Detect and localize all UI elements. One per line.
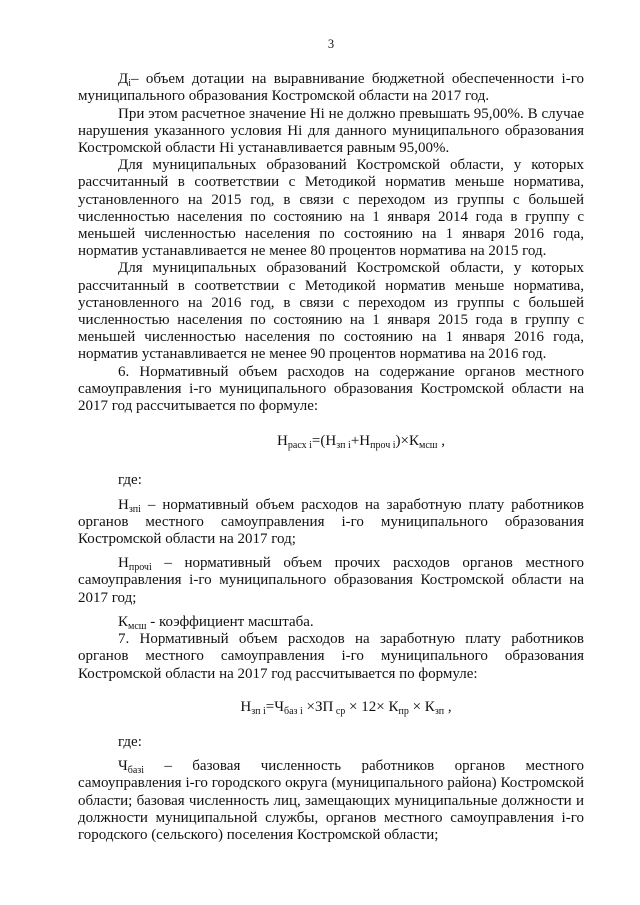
definition-kmsh: $К_{мсш}$ - коэффициент масштаба. [118,613,314,632]
formula-salary: $Н_{зп i}=Ч_{баз i} \times ЗП$ $_{ср} \times 12\times К_{пр} \times К_{зп}$ , [240,698,452,717]
definition-nzp: $Н_{зпi}$ – нормативный объем расходов на заработную плату работников органов местного самоуправления i-го муниципального образования Костромской области на 2017 год; [78,496,584,548]
paragraph-2015: Для муниципальных образований Костромской области, у которых рассчитанный в соответствии с Методикой норматив меньше норматива, установленного на 2015 год, в связи с переходом из группы с большей численностью населения по состоянию на 1 января 2014 года в группу с меньшей численностью населения по состоянию на 1 января 2016 года, норматив устанавливается не менее 80 процентов норматива на 2015 год. [78,157,584,260]
definition-nproch: $Н_{прочi}$ – нормативный объем прочих расходов органов местного самоуправления i-го муниципального образования Костромской области на 2017 год; [78,555,584,606]
where-label-1: где: [118,472,142,489]
paragraph-limit: При этом расчетное значение Hi не должно превышать 95,00%. В случае нарушения указанного условия Hi для данного муниципального образования Костромской области Hi устанавливается равным 95,00%. [78,105,584,157]
paragraph-2016: Для муниципальных образований Костромской области, у которых рассчитанный в соответствии с Методикой норматив меньше норматива, установленного на 2016 год, в связи с переходом из группы с большей численностью населения по состоянию на 1 января 2015 года в группу с меньшей численностью населения по состоянию на 1 января 2016 года, норматив устанавливается не менее 90 процентов норматива на 2016 год. [78,260,584,363]
formula-expenses: $Н_{расх i}=(Н_{зп i}+Н_{проч i})\times К_{мсш}$ , [277,433,445,452]
definition-d: $Д_i-$ объем дотации на выравнивание бюджетной обеспеченности i-го муниципального образования Костромской области на 2017 год. [78,71,584,105]
definition-chbaz: $Ч_{базi}$ – базовая численность работников органов местного самоуправления i-го городского округа (муниципального района) Костромской области; базовая численность лиц, замещающих муниципальные должности и должности муниципальной службы, органов местного самоуправления i-го городского (сельского) поселения Костромской области; [78,758,584,843]
where-label-2: где: [118,733,142,750]
page-number: 3 [327,37,335,51]
paragraph-item-6: 6. Нормативный объем расходов на содержание органов местного самоуправления i-го муниципального образования Костромской области на 2017 год рассчитывается по формуле: [78,363,584,415]
paragraph-item-7: 7. Нормативный объем расходов на заработную плату работников органов местного самоуправления i-го муниципального образования Костромской области на 2017 год рассчитывается по формуле: [78,631,584,682]
